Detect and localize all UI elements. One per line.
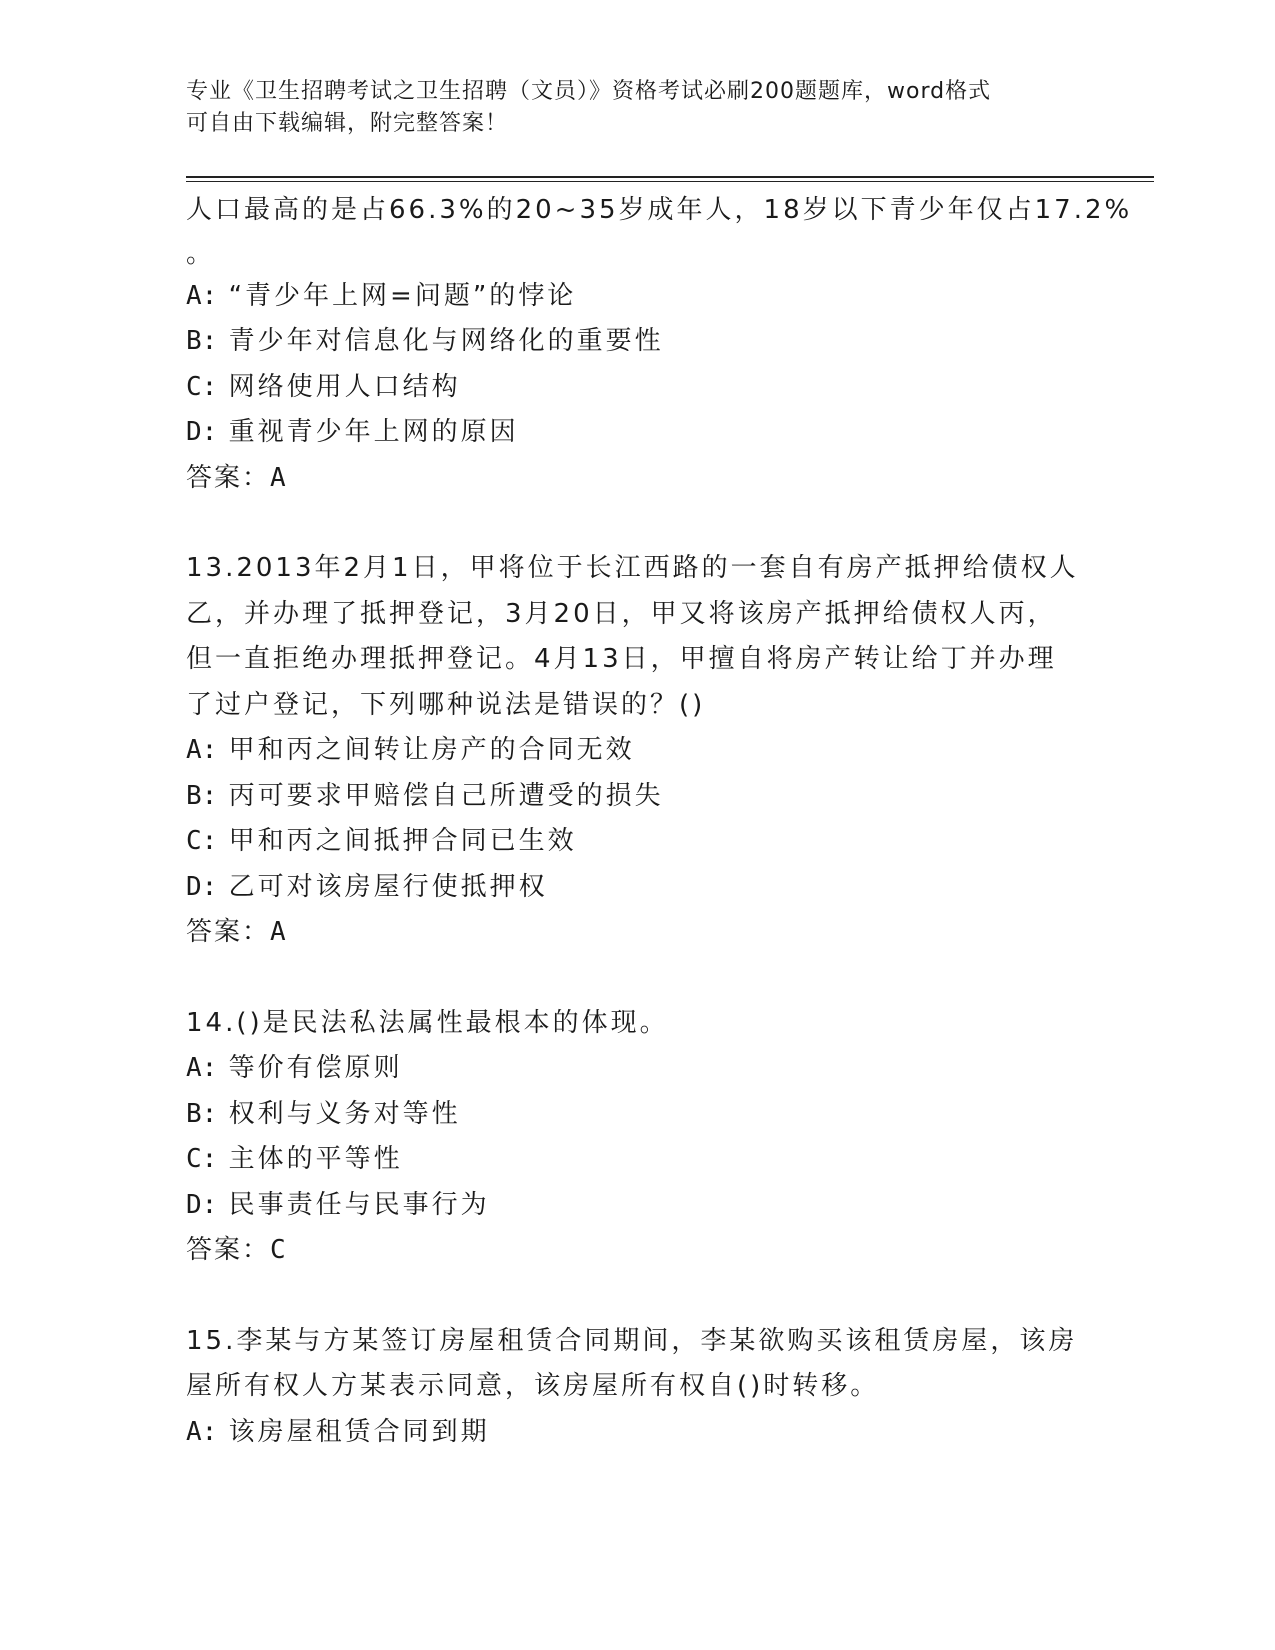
question-stem-line: 屋所有权人方某表示同意，该房屋所有权自()时转移。: [186, 1371, 880, 1401]
option-text: 重视青少年上网的原因: [228, 417, 519, 447]
option-c: [186, 365, 1086, 411]
option-letter: B:: [186, 326, 218, 356]
option-letter: A:: [186, 1053, 218, 1083]
answer-label: 答案：: [186, 1235, 271, 1265]
option-text: 青少年对信息化与网络化的重要性: [228, 326, 664, 356]
option-a: [186, 274, 1086, 320]
option-a: [186, 1046, 1086, 1092]
header-rule-thin: [186, 181, 1154, 182]
option-b: [186, 1092, 1086, 1138]
question-12: [186, 188, 1133, 501]
option-text: 等价有偿原则: [228, 1053, 403, 1083]
option-text: 该房屋租赁合同到期: [228, 1416, 490, 1447]
option-d: [186, 865, 1086, 911]
option-letter: C:: [186, 371, 218, 402]
option-text: 权利与义务对等性: [228, 1098, 461, 1129]
option-letter: C:: [186, 1144, 218, 1174]
option-letter: A:: [186, 735, 218, 765]
answer-line: [186, 1228, 1086, 1274]
spacer: [186, 501, 1086, 546]
option-d: [186, 410, 1086, 456]
question-14: [186, 1001, 1086, 1274]
option-text: 民事责任与民事行为: [228, 1189, 490, 1220]
option-letter: C:: [186, 826, 218, 856]
option-letter: D:: [186, 417, 218, 447]
option-letter: D:: [186, 871, 218, 902]
answer-label: 答案：: [186, 917, 271, 947]
answer-value: A: [270, 917, 288, 947]
option-a: [186, 728, 1086, 774]
option-c: [186, 819, 1086, 865]
option-text: 网络使用人口结构: [228, 371, 461, 402]
header-line-2: 可自由下载编辑，附完整答案！: [186, 111, 509, 136]
question-15: [186, 1319, 1086, 1456]
option-text: 乙可对该房屋行使抵押权: [228, 871, 548, 902]
question-stem-line: 人口最高的是占66.3%的20~35岁成年人，18岁以下青少年仅占17.2%: [186, 195, 1133, 225]
header-rule-thick: [186, 176, 1154, 178]
question-stem-line: 。: [186, 238, 216, 269]
question-stem-line: 13.2013年2月1日，甲将位于长江西路的一套自有房产抵押给债权人: [186, 553, 1079, 583]
page-header: [186, 76, 1086, 140]
question-stem-line: 14.()是民法私法属性最根本的体现。: [186, 1007, 669, 1038]
option-c: [186, 1137, 1086, 1183]
question-stem-line: 但一直拒绝办理抵押登记。4月13日，甲擅自将房产转让给丁并办理: [186, 644, 1057, 674]
option-text: 丙可要求甲赔偿自己所遭受的损失: [228, 780, 664, 811]
header-line-1: 专业《卫生招聘考试之卫生招聘（文员）》资格考试必刷200题题库，word格式: [186, 79, 992, 104]
option-d: [186, 1183, 1086, 1229]
option-letter: B:: [186, 780, 218, 811]
question-stem-line: 了过户登记，下列哪种说法是错误的？(): [186, 689, 706, 720]
option-text: 甲和丙之间转让房产的合同无效: [228, 735, 635, 765]
option-b: [186, 319, 1086, 365]
option-letter: D:: [186, 1189, 218, 1220]
option-b: [186, 774, 1086, 820]
document-body: [186, 188, 1133, 1455]
option-a: [186, 1410, 1086, 1456]
answer-value: C: [270, 1235, 288, 1265]
option-text: 甲和丙之间抵押合同已生效: [228, 826, 577, 856]
option-letter: A:: [186, 1416, 218, 1447]
option-text: “青少年上网=问题”的悖论: [228, 280, 577, 311]
answer-value: A: [270, 462, 288, 493]
option-letter: A:: [186, 280, 218, 311]
answer-label: 答案：: [186, 462, 271, 493]
answer-line: [186, 456, 1086, 502]
option-text: 主体的平等性: [228, 1144, 403, 1174]
answer-line: [186, 910, 1086, 956]
question-stem-line: 15.李某与方某签订房屋租赁合同期间，李某欲购买该租赁房屋，该房: [186, 1325, 1078, 1356]
spacer: [186, 956, 1086, 1001]
option-letter: B:: [186, 1098, 218, 1129]
question-stem-line: 乙，并办理了抵押登记，3月20日，甲又将该房产抵押给债权人丙，: [186, 598, 1057, 629]
spacer: [186, 1274, 1086, 1319]
question-13: [186, 546, 1086, 956]
